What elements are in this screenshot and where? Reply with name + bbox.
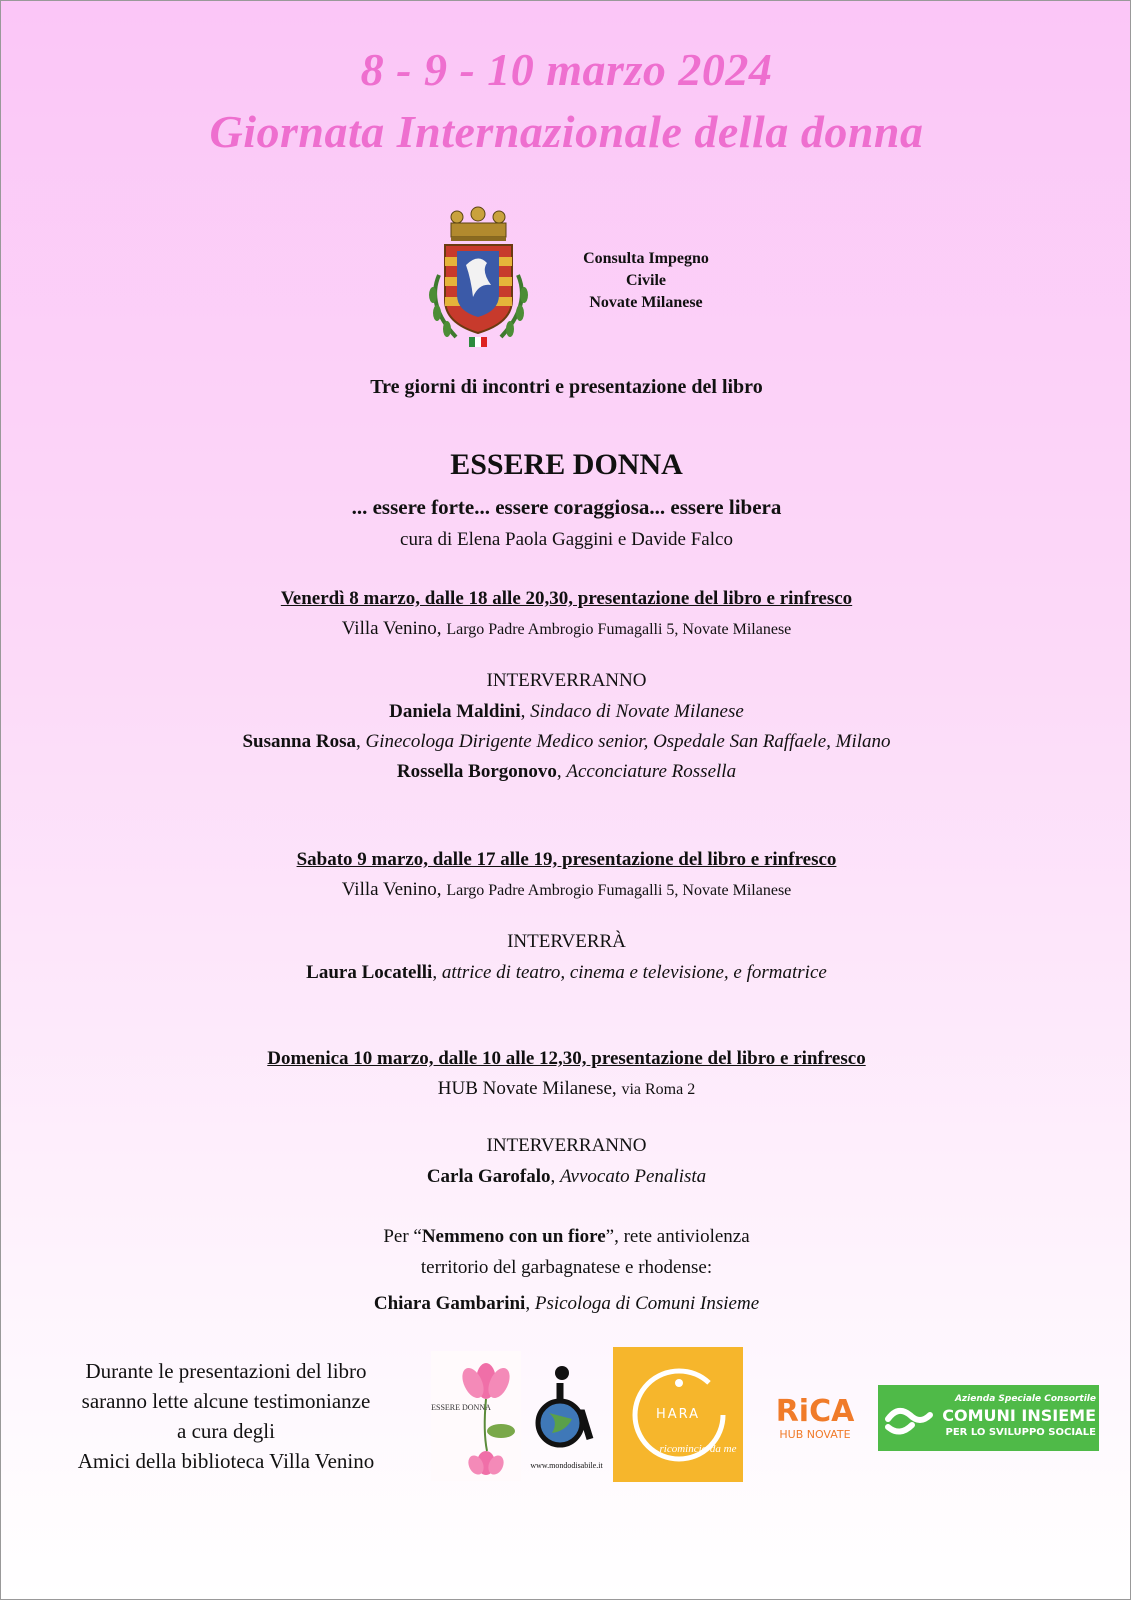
network-speaker: Chiara Gambarini, Psicologa di Comuni Insieme (373, 1293, 760, 1314)
speaker-role: Sindaco di Novate Milanese (530, 701, 744, 722)
hara-subtitle: ricomincio da me (659, 1443, 737, 1455)
mondodisabile-url: www.mondodisabile.it (530, 1461, 603, 1470)
event-1-venue-address: Largo Padre Ambrogio Fumagalli 5, Novate Milanese (446, 621, 792, 638)
comuni-insieme-logo (878, 1385, 1099, 1451)
speaker-role: Avvocato Penalista (560, 1166, 707, 1187)
rica-logo (769, 1396, 861, 1446)
event-2-schedule: Sabato 9 marzo, dalle 17 alle 19, presentazione del libro e rinfresco (296, 849, 837, 870)
coat-of-arms-logo (421, 205, 536, 355)
consulta-line-3: Novate Milanese (589, 294, 703, 311)
event-title: Giornata Internazionale della donna (209, 106, 924, 157)
comuni-main: COMUNI INSIEME (942, 1406, 1096, 1425)
speaker-name: Carla Garofalo (426, 1166, 551, 1187)
event-3-venue-name: HUB Novate Milanese, (437, 1078, 622, 1099)
wheelchair-icon (524, 1361, 609, 1456)
event-1-venue-name: Villa Venino, (341, 618, 447, 639)
network-line-1 (1, 1226, 1131, 1248)
footer-note (31, 1356, 421, 1476)
lotus-flower-icon (431, 1351, 521, 1481)
book-tagline: ... essere forte... essere coraggiosa... essere libera (351, 495, 782, 519)
event-2-venue-name: Villa Venino, (341, 879, 447, 900)
event-1-schedule: Venerdì 8 marzo, dalle 18 alle 20,30, presentazione del libro e rinfresco (280, 588, 853, 609)
footer-line-4: Amici della biblioteca Villa Venino (77, 1449, 375, 1473)
event-3-speaker-1: Carla Garofalo, Avvocato Penalista (426, 1166, 707, 1187)
event-1-intervention: INTERVERRANNO (486, 670, 647, 691)
event-3-venue-address: via Roma 2 (621, 1081, 696, 1098)
comuni-sub: PER LO SVILUPPO SOCIALE (945, 1427, 1096, 1438)
event-3-schedule: Domenica 10 marzo, dalle 10 alle 12,30, presentazione del libro e rinfresco (267, 1048, 866, 1069)
rica-subtitle: HUB NOVATE (779, 1428, 851, 1441)
network-name: Nemmeno con un fiore (421, 1226, 606, 1247)
book-cover-title: ESSERE DONNA (431, 1403, 491, 1412)
network-prefix: Per “ (383, 1226, 422, 1247)
event-3-venue (1, 1078, 1131, 1100)
network-suffix: ”, rete antiviolenza (605, 1226, 750, 1247)
network-line-2: territorio del garbagnatese e rhodense: (420, 1257, 713, 1278)
event-1-speaker-3: Rossella Borgonovo, Acconciature Rossella (396, 761, 737, 782)
event-1-venue (1, 618, 1131, 640)
speaker-name: Susanna Rosa (242, 731, 356, 752)
speaker-role: Psicologa di Comuni Insieme (534, 1293, 760, 1314)
consulta-line-1: Consulta Impegno (583, 250, 709, 267)
speaker-name: Rossella Borgonovo (396, 761, 557, 782)
footer-line-2: saranno lette alcune testimonianze (81, 1389, 371, 1413)
speaker-role: Ginecologa Dirigente Medico senior, Ospedale San Raffaele, Milano (365, 731, 891, 752)
mondodisabile-logo (524, 1361, 609, 1471)
comuni-top: Azienda Speciale Consortile (954, 1394, 1096, 1404)
event-2-venue-address: Largo Padre Ambrogio Fumagalli 5, Novate Milanese (446, 882, 792, 899)
event-2-venue (1, 879, 1131, 901)
consulta-line-2: Civile (626, 272, 666, 289)
speaker-name: Chiara Gambarini (373, 1293, 526, 1314)
book-editors: cura di Elena Paola Gaggini e Davide Falco (400, 529, 733, 550)
hara-label: HARA (655, 1407, 701, 1422)
rica-wordmark: RiCA (775, 1394, 855, 1429)
speaker-name: Laura Locatelli (306, 962, 433, 983)
intro-text: Tre giorni di incontri e presentazione del libro (370, 376, 763, 398)
event-2-intervention: INTERVERRÀ (507, 931, 626, 952)
event-1-speaker-2: Susanna Rosa, Ginecologa Dirigente Medico senior, Ospedale San Raffaele, Milano (242, 731, 891, 752)
event-1-speaker-1: Daniela Maldini, Sindaco di Novate Milanese (389, 701, 744, 722)
event-3-intervention: INTERVERRANNO (486, 1135, 647, 1156)
book-title: ESSERE DONNA (450, 448, 683, 481)
book-cover-image (431, 1351, 521, 1481)
speaker-name: Daniela Maldini (389, 701, 521, 722)
event-dates: 8 - 9 - 10 marzo 2024 (360, 44, 773, 95)
speaker-role: attrice di teatro, cinema e televisione, e formatrice (441, 962, 827, 983)
footer-line-1: Durante le presentazioni del libro (85, 1359, 367, 1383)
consulta-label (556, 248, 736, 314)
footer-line-3: a cura degli (177, 1419, 275, 1443)
handshake-icon (884, 1397, 934, 1439)
event-2-speaker-1: Laura Locatelli, attrice di teatro, cinema e televisione, e formatrice (306, 962, 827, 983)
speaker-role: Acconciature Rossella (566, 761, 737, 782)
hara-logo (613, 1347, 743, 1482)
